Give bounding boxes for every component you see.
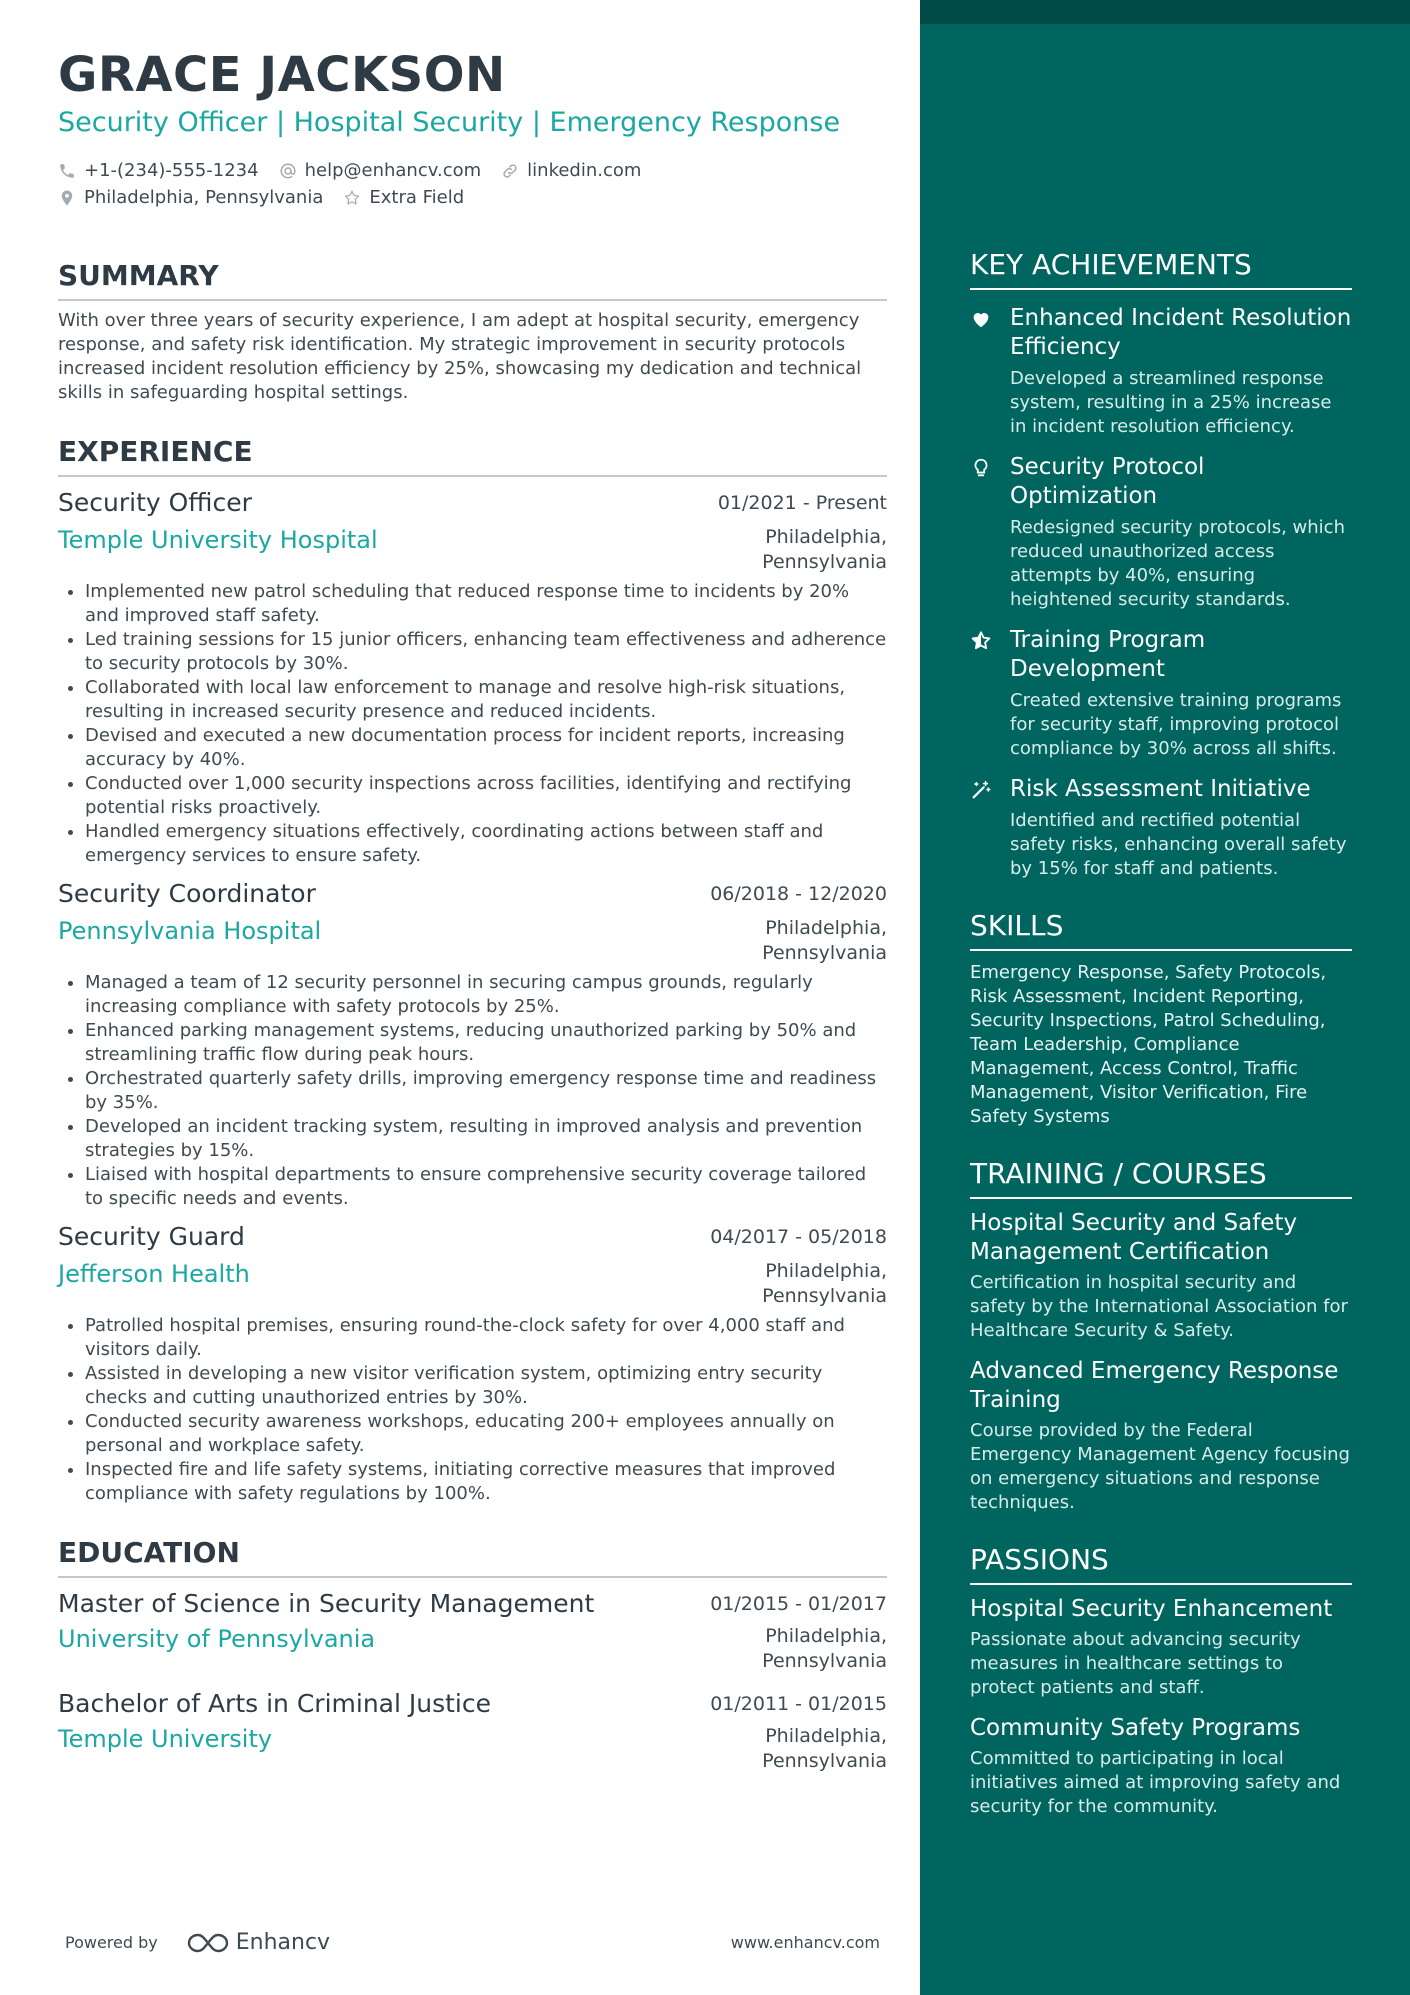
phone-text: +1-(234)-555-1234	[84, 160, 259, 181]
training-heading: TRAINING / COURSES	[970, 1157, 1352, 1199]
star-icon	[970, 626, 1010, 761]
education-dates: 01/2011 - 01/2015	[710, 1693, 887, 1715]
job-bullet: • Enhanced parking management systems, reducing unauthorized parking by 50% and streamlining traffic flow during peak hours.	[85, 1019, 887, 1067]
job-bullet: • Handled emergency situations effectively, coordinating actions between staff and emergency services to ensure safety.	[85, 820, 887, 868]
job-bullet: • Developed an incident tracking system, resulting in improved analysis and prevention strategies by 15%.	[85, 1115, 887, 1163]
job-bullet: • Assisted in developing a new visitor verification system, optimizing entry security checks and cutting unauthorized entries by 30%.	[85, 1362, 887, 1410]
achievement-desc: Created extensive training programs for security staff, improving protocol compliance by 30% across all shifts.	[1010, 690, 1342, 759]
footer	[65, 1930, 880, 1955]
achievement-item	[970, 626, 1352, 761]
job-bullet: • Managed a team of 12 security personnel in securing campus grounds, regularly increasing compliance with safety protocols by 25%.	[85, 971, 887, 1019]
passion-title: Community Safety Programs	[970, 1715, 1301, 1741]
education-entry	[58, 1688, 887, 1774]
school-location: Philadelphia, Pennsylvania	[762, 1725, 887, 1772]
sidebar-content	[970, 248, 1352, 1819]
job-role: Security Officer	[58, 488, 252, 517]
powered-by	[65, 1930, 330, 1955]
candidate-name: GRACE JACKSON	[58, 47, 506, 103]
passion-desc: Committed to participating in local initiatives aimed at improving safety and security for the community.	[970, 1748, 1341, 1817]
course-desc: Course provided by the Federal Emergency Management Agency focusing on emergency situations and response techniques.	[970, 1420, 1350, 1513]
school-name: Temple University	[58, 1725, 273, 1753]
summary-section	[58, 259, 887, 405]
job-role: Security Coordinator	[58, 879, 316, 908]
summary-text: With over three years of security experience, I am adept at hospital security, emergency response, and safety risk identification. My strategic improvement in security protocols increased incident resolution efficiency by 25%, showcasing my dedication and technical skills in safeguarding hospital settings.	[58, 310, 862, 403]
phone-icon	[58, 162, 76, 180]
main-column	[58, 48, 887, 1774]
summary-heading: SUMMARY	[58, 259, 887, 301]
course-item	[970, 1357, 1352, 1515]
achievements-section	[970, 248, 1352, 881]
achievements-heading: KEY ACHIEVEMENTS	[970, 248, 1352, 290]
job-bullet: • Led training sessions for 15 junior officers, enhancing team effectiveness and adherence to security protocols by 30%.	[85, 628, 887, 676]
location-contact	[58, 187, 323, 208]
star-outline-icon	[343, 189, 361, 207]
achievement-title: Enhanced Incident Resolution Efficiency	[1010, 305, 1352, 360]
achievement-item	[970, 775, 1352, 881]
education-section	[58, 1536, 887, 1774]
enhancv-logo-icon	[184, 1931, 232, 1955]
job-bullet: • Conducted over 1,000 security inspections across facilities, identifying and rectifying potential risks proactively.	[85, 772, 887, 820]
enhancv-logo-text: Enhancv	[235, 1930, 331, 1955]
passion-item	[970, 1595, 1352, 1700]
job-location: Philadelphia, Pennsylvania	[762, 526, 887, 573]
education-heading: EDUCATION	[58, 1536, 887, 1578]
email-contact[interactable]	[279, 160, 482, 181]
achievement-title: Security Protocol Optimization	[1010, 454, 1205, 509]
powered-by-label: Powered by	[65, 1933, 158, 1952]
experience-section	[58, 435, 887, 1506]
achievement-title: Risk Assessment Initiative	[1010, 776, 1311, 802]
achievement-item	[970, 304, 1352, 439]
achievement-desc: Identified and rectified potential safety risks, enhancing overall safety by 15% for staff and patients.	[1010, 810, 1347, 879]
candidate-title: Security Officer | Hospital Security | Emergency Response	[58, 107, 841, 138]
course-title: Advanced Emergency Response Training	[970, 1358, 1339, 1413]
passion-item	[970, 1714, 1352, 1819]
job-bullet: • Liaised with hospital departments to ensure comprehensive security coverage tailored to specific needs and events.	[85, 1163, 887, 1211]
linkedin-text: linkedin.com	[527, 160, 642, 181]
education-dates: 01/2015 - 01/2017	[710, 1593, 887, 1615]
enhancv-logo[interactable]	[184, 1930, 330, 1955]
skills-section	[970, 909, 1352, 1129]
passion-title: Hospital Security Enhancement	[970, 1596, 1333, 1622]
job-entry	[58, 487, 887, 868]
heart-icon	[970, 304, 1010, 439]
job-bullet: • Devised and executed a new documentation process for incident reports, increasing accuracy by 40%.	[85, 724, 887, 772]
achievement-desc: Developed a streamlined response system, resulting in a 25% increase in incident resolution efficiency.	[1010, 368, 1332, 437]
job-location: Philadelphia, Pennsylvania	[762, 917, 887, 964]
email-text: help@enhancv.com	[304, 160, 482, 181]
job-location: Philadelphia, Pennsylvania	[762, 1260, 887, 1307]
contact-info	[58, 157, 887, 211]
job-company: Pennsylvania Hospital	[58, 917, 322, 945]
extra-field-contact	[343, 187, 464, 208]
course-title: Hospital Security and Safety Management Certification	[970, 1210, 1298, 1265]
achievement-desc: Redesigned security protocols, which reduced unauthorized access attempts by 40%, ensuring heightened security standards.	[1010, 517, 1345, 610]
phone-contact[interactable]	[58, 160, 259, 181]
passions-section	[970, 1543, 1352, 1819]
sidebar-top-band	[920, 0, 1410, 24]
job-dates: 01/2021 - Present	[717, 492, 887, 514]
job-bullet: • Inspected fire and life safety systems, initiating corrective measures that improved compliance with safety regulations by 100%.	[85, 1458, 887, 1506]
job-bullet: • Patrolled hospital premises, ensuring round-the-clock safety for over 4,000 staff and visitors daily.	[85, 1314, 887, 1362]
job-dates: 06/2018 - 12/2020	[710, 883, 887, 905]
degree-name: Bachelor of Arts in Criminal Justice	[58, 1689, 491, 1718]
linkedin-contact[interactable]	[501, 160, 641, 181]
job-bullet: • Implemented new patrol scheduling that reduced response time to incidents by 20% and improved staff safety.	[85, 580, 887, 628]
degree-name: Master of Science in Security Management	[58, 1589, 595, 1618]
course-item	[970, 1209, 1352, 1343]
experience-heading: EXPERIENCE	[58, 435, 887, 477]
magic-wand-icon	[970, 775, 1010, 881]
location-text: Philadelphia, Pennsylvania	[84, 187, 324, 208]
map-pin-icon	[58, 189, 76, 207]
job-bullet: • Conducted security awareness workshops, educating 200+ employees annually on personal and workplace safety.	[85, 1410, 887, 1458]
job-bullet: • Orchestrated quarterly safety drills, improving emergency response time and readiness by 35%.	[85, 1067, 887, 1115]
job-company: Temple University Hospital	[58, 526, 378, 554]
job-entry	[58, 1221, 887, 1506]
at-icon	[279, 162, 297, 180]
extra-field-text: Extra Field	[369, 187, 465, 208]
job-company: Jefferson Health	[58, 1260, 250, 1288]
lightbulb-icon	[970, 453, 1010, 612]
job-bullets	[58, 580, 887, 868]
link-icon	[501, 162, 519, 180]
training-section	[970, 1157, 1352, 1515]
passions-heading: PASSIONS	[970, 1543, 1352, 1585]
job-bullet: • Collaborated with local law enforcement to manage and resolve high-risk situations, resulting in increased security presence and reduced incidents.	[85, 676, 887, 724]
job-bullets	[58, 971, 887, 1211]
skills-text: Emergency Response, Safety Protocols, Risk Assessment, Incident Reporting, Security Inspections, Patrol Scheduling, Team Leadership, Compliance Management, Access Control, Traffic Management, Visitor Verification, Fire Safety Systems	[970, 962, 1327, 1127]
job-entry	[58, 878, 887, 1211]
education-entry	[58, 1588, 887, 1674]
achievement-title: Training Program Development	[1010, 627, 1206, 682]
passion-desc: Passionate about advancing security measures in healthcare settings to protect patients and staff.	[970, 1629, 1301, 1698]
achievement-item	[970, 453, 1352, 612]
school-name: University of Pennsylvania	[58, 1625, 376, 1653]
job-bullets	[58, 1314, 887, 1506]
job-dates: 04/2017 - 05/2018	[710, 1226, 887, 1248]
school-location: Philadelphia, Pennsylvania	[762, 1625, 887, 1672]
sidebar	[920, 0, 1410, 1995]
skills-heading: SKILLS	[970, 909, 1352, 951]
course-desc: Certification in hospital security and safety by the International Association for Healthcare Security & Safety.	[970, 1272, 1348, 1341]
job-role: Security Guard	[58, 1222, 245, 1251]
footer-url[interactable]: www.enhancv.com	[730, 1933, 880, 1952]
